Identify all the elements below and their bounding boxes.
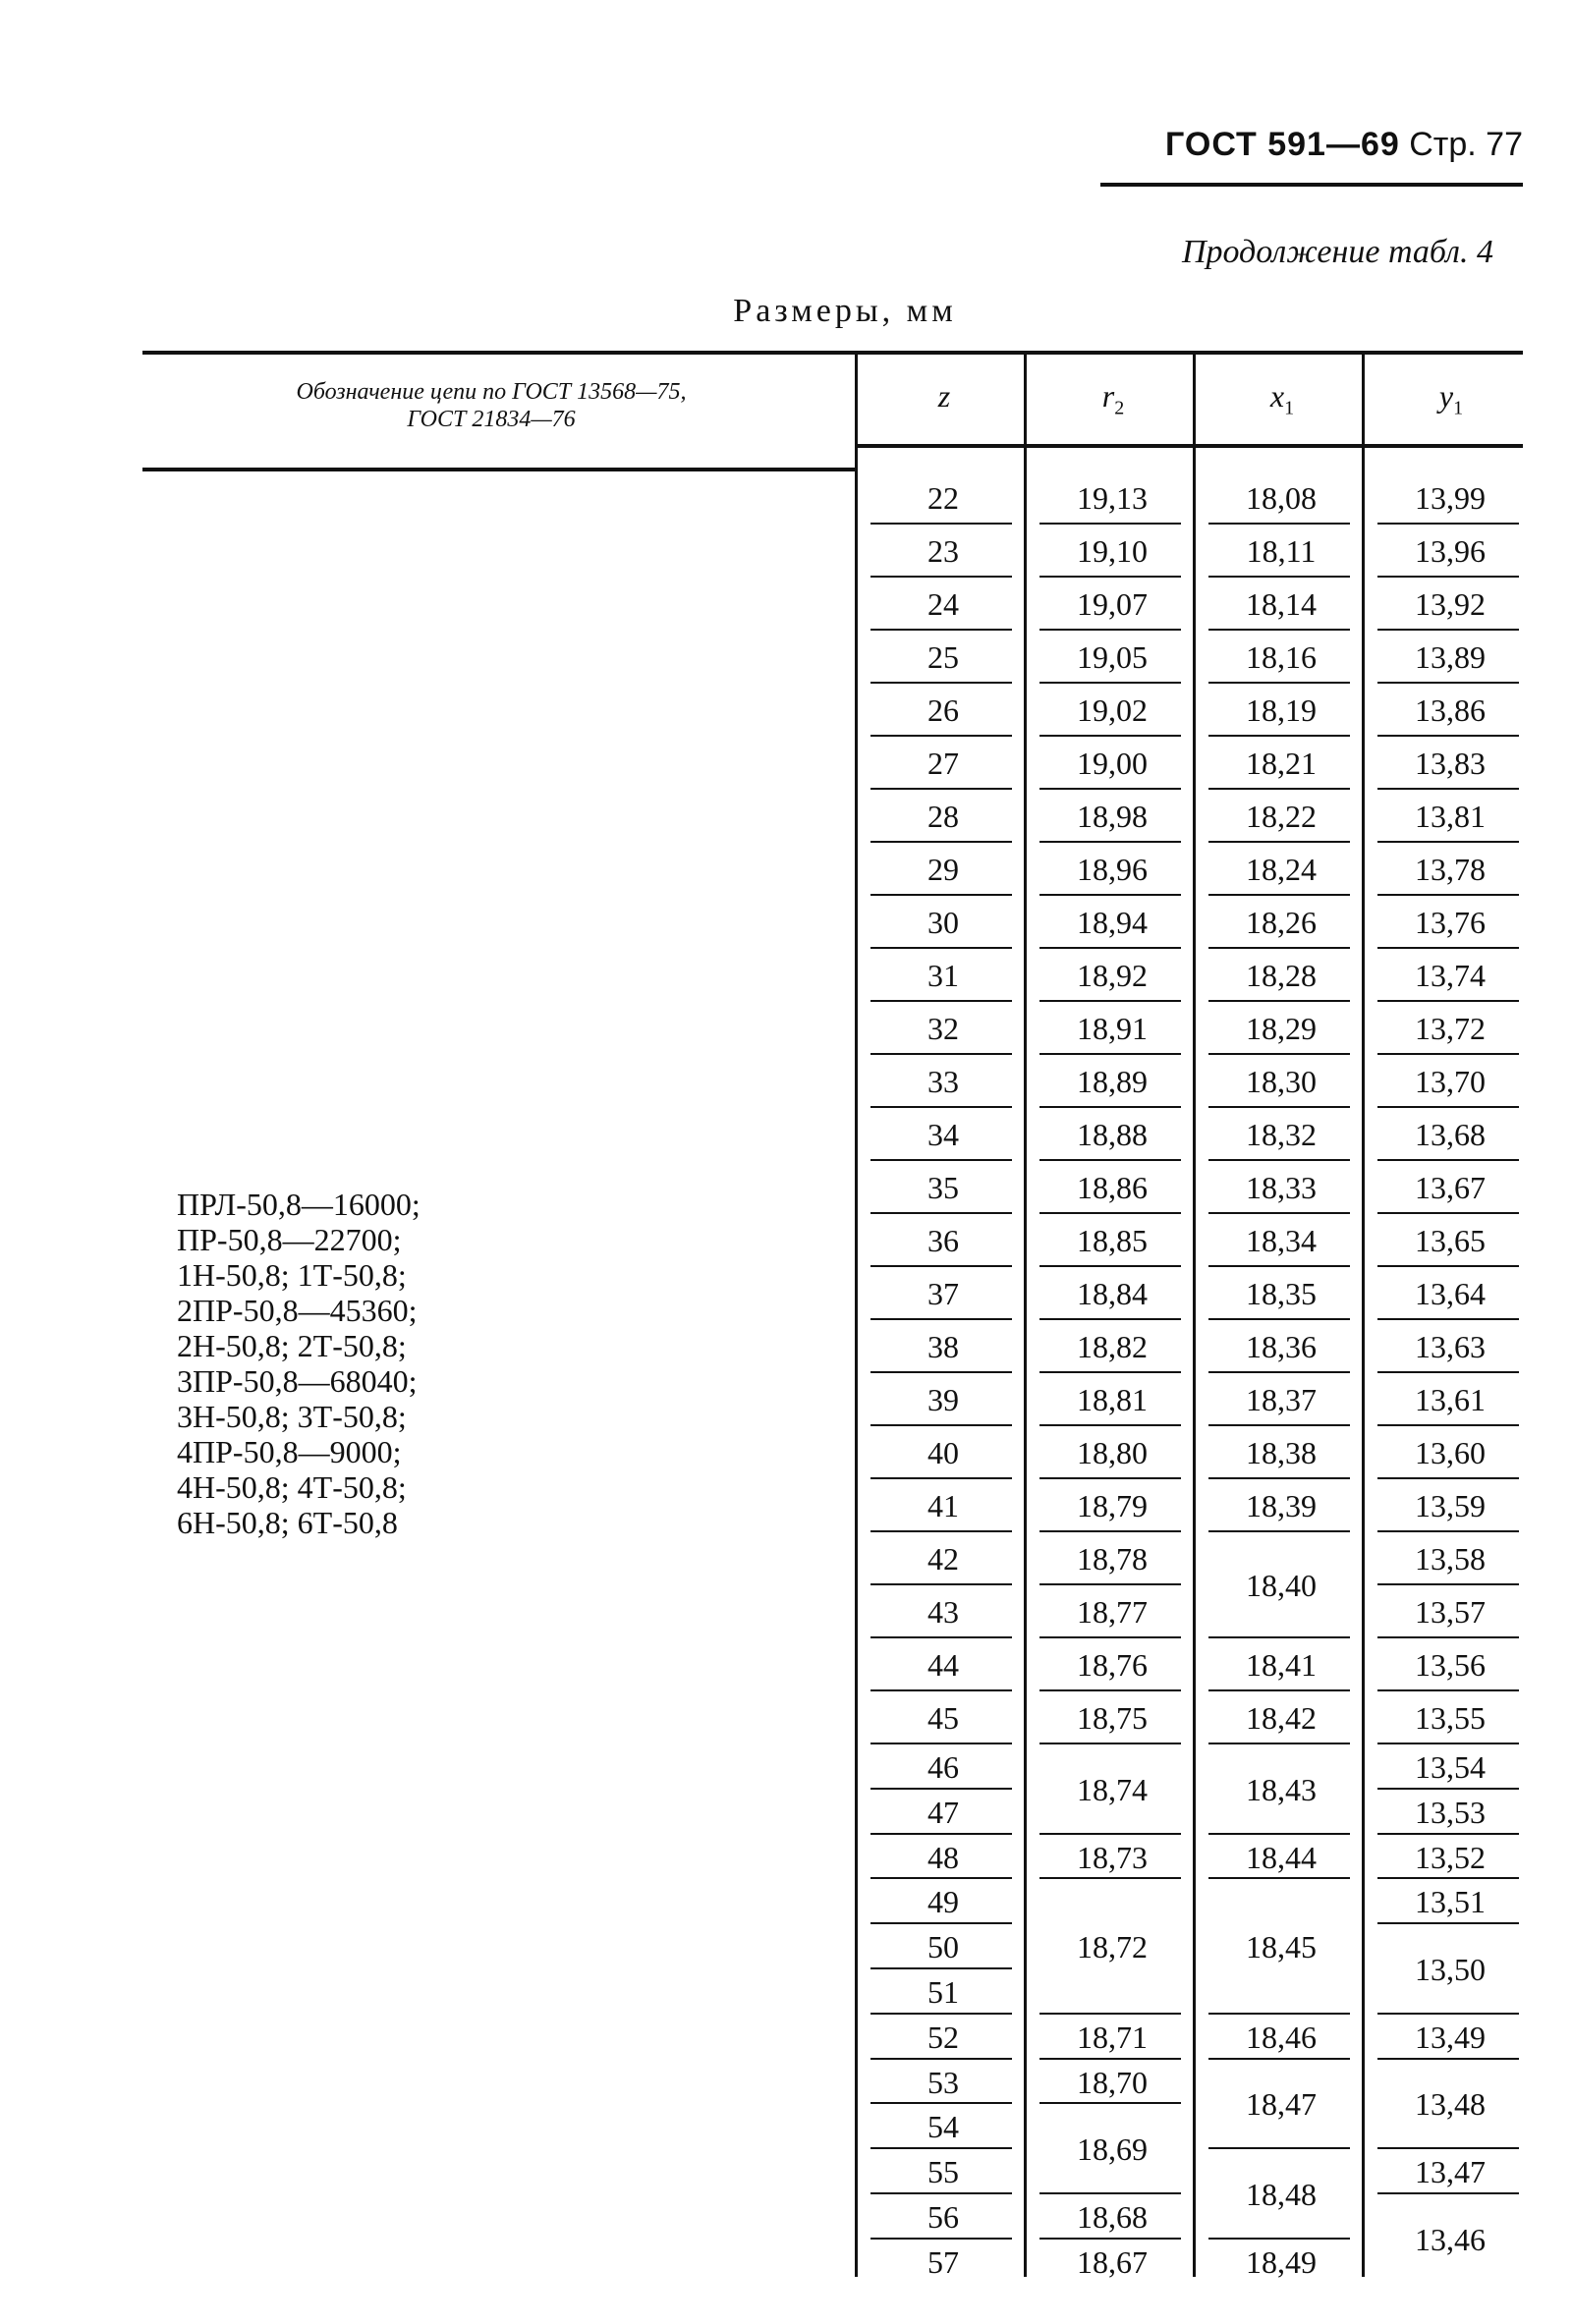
cell-x1: 18,30 — [1246, 1064, 1317, 1099]
column-header-z: z — [937, 378, 951, 414]
cell-x1: 18,44 — [1246, 1839, 1317, 1875]
row-divider — [1377, 1424, 1519, 1426]
row-divider — [1208, 1877, 1350, 1879]
row-divider — [1208, 2147, 1350, 2149]
cell-x1: 18,29 — [1246, 1011, 1317, 1046]
page-number: Стр. 77 — [1409, 126, 1523, 163]
row-divider — [870, 735, 1012, 737]
cell-r2: 19,05 — [1077, 639, 1148, 675]
cell-y1: 13,53 — [1415, 1794, 1486, 1830]
row-divider — [870, 1265, 1012, 1267]
column-divider — [855, 351, 858, 2277]
row-divider — [870, 947, 1012, 949]
row-divider — [1039, 2058, 1181, 2060]
cell-r2: 18,67 — [1077, 2243, 1148, 2280]
designation-line: 4Н-50,8; 4Т-50,8; — [177, 1469, 407, 1505]
row-divider — [870, 576, 1012, 578]
cell-r2: 19,07 — [1077, 586, 1148, 622]
row-divider — [1377, 1477, 1519, 1479]
cell-z: 33 — [927, 1064, 959, 1099]
row-divider — [1039, 1583, 1181, 1585]
row-divider — [1377, 682, 1519, 684]
row-divider — [1208, 1689, 1350, 1691]
row-divider — [1039, 1477, 1181, 1479]
row-divider — [1039, 1424, 1181, 1426]
cell-r2: 18,91 — [1077, 1011, 1148, 1046]
cell-z: 45 — [927, 1700, 959, 1736]
cell-z: 22 — [927, 480, 959, 516]
table-continuation-label: Продолжение табл. 4 — [1181, 234, 1493, 270]
row-divider — [870, 1967, 1012, 1969]
row-divider — [1039, 1318, 1181, 1320]
cell-z: 49 — [927, 1884, 959, 1920]
row-divider — [1208, 2238, 1350, 2240]
cell-r2: 18,73 — [1077, 1839, 1148, 1875]
row-divider — [1208, 947, 1350, 949]
row-divider — [1039, 788, 1181, 790]
cell-x1: 18,49 — [1246, 2243, 1317, 2280]
cell-z: 41 — [927, 1488, 959, 1523]
row-divider — [1208, 1371, 1350, 1373]
row-divider — [1208, 523, 1350, 525]
cell-z: 46 — [927, 1748, 959, 1785]
cell-y1: 13,81 — [1415, 799, 1486, 834]
cell-x1: 18,36 — [1246, 1329, 1317, 1364]
cell-x1: 18,41 — [1246, 1647, 1317, 1683]
cell-r2: 18,71 — [1077, 2019, 1148, 2055]
row-divider — [1039, 682, 1181, 684]
designation-line: 3ПР-50,8—68040; — [177, 1363, 418, 1399]
cell-z: 28 — [927, 799, 959, 834]
cell-r2: 18,76 — [1077, 1647, 1148, 1683]
row-divider — [1208, 682, 1350, 684]
row-divider — [1039, 1636, 1181, 1638]
row-divider — [1208, 1318, 1350, 1320]
cell-r2: 18,74 — [1077, 1771, 1148, 1807]
row-divider — [870, 1371, 1012, 1373]
row-divider — [1377, 2147, 1519, 2149]
row-divider — [870, 1636, 1012, 1638]
cell-r2: 19,00 — [1077, 746, 1148, 781]
row-divider — [1039, 947, 1181, 949]
cell-x1: 18,39 — [1246, 1488, 1317, 1523]
standard-number: ГОСТ 591—69 — [1165, 126, 1400, 163]
cell-r2: 18,69 — [1077, 2131, 1148, 2168]
cell-r2: 18,70 — [1077, 2064, 1148, 2100]
row-divider — [1039, 1743, 1181, 1744]
row-divider — [1377, 1159, 1519, 1161]
row-divider — [870, 894, 1012, 896]
cell-z: 43 — [927, 1594, 959, 1630]
row-divider — [1208, 1106, 1350, 1108]
column-header-y1: $y_1$ — [1438, 378, 1464, 419]
chain-designations — [177, 1187, 688, 1540]
cell-y1: 13,78 — [1415, 852, 1486, 887]
cell-r2: 18,75 — [1077, 1700, 1148, 1736]
cell-y1: 13,89 — [1415, 639, 1486, 675]
cell-y1: 13,83 — [1415, 746, 1486, 781]
cell-z: 32 — [927, 1011, 959, 1046]
cell-y1: 13,92 — [1415, 586, 1486, 622]
row-divider — [1377, 1833, 1519, 1835]
row-divider — [870, 841, 1012, 843]
row-divider — [1208, 1212, 1350, 1214]
row-divider — [870, 1159, 1012, 1161]
row-divider — [1377, 1265, 1519, 1267]
row-divider — [1039, 2013, 1181, 2015]
row-divider — [1039, 2192, 1181, 2194]
row-divider — [1377, 1318, 1519, 1320]
cell-r2: 18,86 — [1077, 1170, 1148, 1205]
header-rule — [1100, 183, 1523, 187]
row-divider — [1039, 1212, 1181, 1214]
row-divider — [870, 1788, 1012, 1790]
row-divider — [870, 1318, 1012, 1320]
row-divider — [870, 2192, 1012, 2194]
cell-x1: 18,37 — [1246, 1382, 1317, 1417]
cell-z: 30 — [927, 905, 959, 940]
cell-x1: 18,43 — [1246, 1771, 1317, 1807]
cell-y1: 13,72 — [1415, 1011, 1486, 1046]
cell-x1: 18,38 — [1246, 1435, 1317, 1470]
cell-z: 31 — [927, 958, 959, 993]
cell-z: 35 — [927, 1170, 959, 1205]
cell-z: 52 — [927, 2019, 959, 2055]
cell-r2: 18,80 — [1077, 1435, 1148, 1470]
row-divider — [870, 629, 1012, 631]
row-divider — [1208, 894, 1350, 896]
cell-r2: 18,82 — [1077, 1329, 1148, 1364]
cell-y1: 13,65 — [1415, 1223, 1486, 1258]
cell-r2: 19,13 — [1077, 480, 1148, 516]
row-divider — [1208, 1530, 1350, 1532]
row-divider — [1039, 576, 1181, 578]
row-divider — [1377, 1000, 1519, 1002]
row-divider — [1208, 1424, 1350, 1426]
column-header-designation-line2: ГОСТ 21834—76 — [407, 407, 576, 432]
row-divider — [1208, 841, 1350, 843]
cell-r2: 19,10 — [1077, 533, 1148, 569]
cell-r2: 18,72 — [1077, 1929, 1148, 1965]
cell-z: 23 — [927, 533, 959, 569]
cell-y1: 13,64 — [1415, 1276, 1486, 1311]
cell-r2: 18,94 — [1077, 905, 1148, 940]
cell-x1: 18,11 — [1246, 533, 1317, 569]
row-divider — [1208, 735, 1350, 737]
row-divider — [1039, 1053, 1181, 1055]
cell-y1: 13,55 — [1415, 1700, 1486, 1736]
cell-z: 39 — [927, 1382, 959, 1417]
row-divider — [1039, 1371, 1181, 1373]
cell-y1: 13,86 — [1415, 692, 1486, 728]
row-divider — [870, 1530, 1012, 1532]
row-divider — [1208, 1477, 1350, 1479]
row-divider — [1377, 894, 1519, 896]
column-header-r2: $r_2$ — [1101, 378, 1125, 419]
cell-y1: 13,70 — [1415, 1064, 1486, 1099]
row-divider — [1039, 894, 1181, 896]
row-divider — [1377, 1922, 1519, 1924]
row-divider — [1208, 2058, 1350, 2060]
column-header-designation-line1: Обозначение цепи по ГОСТ 13568—75, — [296, 379, 687, 405]
row-divider — [1039, 523, 1181, 525]
cell-y1: 13,74 — [1415, 958, 1486, 993]
cell-x1: 18,19 — [1246, 692, 1317, 728]
row-divider — [1377, 1053, 1519, 1055]
row-divider — [1377, 1106, 1519, 1108]
row-divider — [870, 1922, 1012, 1924]
row-divider — [870, 1689, 1012, 1691]
row-divider — [1377, 523, 1519, 525]
designation-line: 3Н-50,8; 3Т-50,8; — [177, 1399, 407, 1434]
cell-x1: 18,22 — [1246, 799, 1317, 834]
row-divider — [870, 523, 1012, 525]
cell-x1: 18,24 — [1246, 852, 1317, 887]
designation-line: 6Н-50,8; 6Т-50,8 — [177, 1505, 398, 1540]
row-divider — [1039, 629, 1181, 631]
cell-z: 38 — [927, 1329, 959, 1364]
row-divider — [870, 2102, 1012, 2104]
cell-x1: 18,45 — [1246, 1929, 1317, 1965]
cell-z: 57 — [927, 2243, 959, 2280]
cell-z: 24 — [927, 586, 959, 622]
row-divider — [1208, 1000, 1350, 1002]
cell-y1: 13,51 — [1415, 1884, 1486, 1920]
cell-r2: 18,84 — [1077, 1276, 1148, 1311]
row-divider — [1039, 1877, 1181, 1879]
row-divider — [1377, 841, 1519, 843]
row-divider — [870, 1106, 1012, 1108]
row-divider — [1208, 1833, 1350, 1835]
cell-z: 48 — [927, 1839, 959, 1875]
row-divider — [1208, 1159, 1350, 1161]
row-divider — [1377, 1371, 1519, 1373]
body-top-rule — [142, 468, 855, 471]
designation-line: 2ПР-50,8—45360; — [177, 1293, 418, 1328]
row-divider — [1377, 735, 1519, 737]
cell-r2: 18,79 — [1077, 1488, 1148, 1523]
cell-r2: 19,02 — [1077, 692, 1148, 728]
designation-line: 4ПР-50,8—9000; — [177, 1434, 402, 1469]
cell-x1: 18,21 — [1246, 746, 1317, 781]
header-bottom-rule — [855, 444, 1523, 448]
page-header — [1100, 126, 1523, 189]
cell-y1: 13,96 — [1415, 533, 1486, 569]
row-divider — [1208, 1053, 1350, 1055]
row-divider — [1377, 947, 1519, 949]
row-divider — [1377, 1689, 1519, 1691]
cell-y1: 13,68 — [1415, 1117, 1486, 1152]
cell-y1: 13,63 — [1415, 1329, 1486, 1364]
cell-y1: 13,49 — [1415, 2019, 1486, 2055]
row-divider — [1208, 2013, 1350, 2015]
cell-x1: 18,48 — [1246, 2177, 1317, 2212]
cell-z: 34 — [927, 1117, 959, 1152]
row-divider — [1208, 629, 1350, 631]
cell-y1: 13,99 — [1415, 480, 1486, 516]
row-divider — [870, 2238, 1012, 2240]
row-divider — [870, 2058, 1012, 2060]
row-divider — [870, 1877, 1012, 1879]
cell-y1: 13,47 — [1415, 2154, 1486, 2190]
cell-r2: 18,68 — [1077, 2198, 1148, 2235]
cell-r2: 18,85 — [1077, 1223, 1148, 1258]
cell-y1: 13,56 — [1415, 1647, 1486, 1683]
cell-y1: 13,59 — [1415, 1488, 1486, 1523]
column-header-x1: $x_1$ — [1269, 378, 1295, 419]
row-divider — [1377, 629, 1519, 631]
row-divider — [1039, 1000, 1181, 1002]
cell-x1: 18,08 — [1246, 480, 1317, 516]
cell-x1: 18,46 — [1246, 2019, 1317, 2055]
row-divider — [1377, 576, 1519, 578]
cell-x1: 18,35 — [1246, 1276, 1317, 1311]
cell-y1: 13,60 — [1415, 1435, 1486, 1470]
cell-z: 42 — [927, 1541, 959, 1577]
cell-r2: 18,78 — [1077, 1541, 1148, 1577]
designation-line: ПР-50,8—22700; — [177, 1222, 402, 1257]
row-divider — [870, 1053, 1012, 1055]
cell-z: 55 — [927, 2154, 959, 2190]
cell-r2: 18,96 — [1077, 852, 1148, 887]
cell-z: 44 — [927, 1647, 959, 1683]
cell-z: 37 — [927, 1276, 959, 1311]
cell-z: 36 — [927, 1223, 959, 1258]
cell-y1: 13,67 — [1415, 1170, 1486, 1205]
row-divider — [1377, 2013, 1519, 2015]
row-divider — [1208, 576, 1350, 578]
row-divider — [1039, 2102, 1181, 2104]
dimensions-label: Размеры, мм — [733, 293, 957, 329]
cell-z: 27 — [927, 746, 959, 781]
cell-x1: 18,34 — [1246, 1223, 1317, 1258]
row-divider — [1377, 2192, 1519, 2194]
cell-x1: 18,28 — [1246, 958, 1317, 993]
cell-x1: 18,33 — [1246, 1170, 1317, 1205]
cell-y1: 13,46 — [1415, 2221, 1486, 2257]
row-divider — [870, 2147, 1012, 2149]
row-divider — [870, 1477, 1012, 1479]
row-divider — [1039, 2238, 1181, 2240]
row-divider — [1377, 2058, 1519, 2060]
cell-r2: 18,89 — [1077, 1064, 1148, 1099]
row-divider — [1039, 1689, 1181, 1691]
designation-line: ПРЛ-50,8—16000; — [177, 1187, 421, 1222]
cell-z: 54 — [927, 2109, 959, 2145]
row-divider — [1039, 841, 1181, 843]
cell-z: 29 — [927, 852, 959, 887]
cell-x1: 18,47 — [1246, 2086, 1317, 2123]
cell-r2: 18,92 — [1077, 958, 1148, 993]
cell-r2: 18,88 — [1077, 1117, 1148, 1152]
row-divider — [1377, 788, 1519, 790]
cell-y1: 13,52 — [1415, 1839, 1486, 1875]
designation-line: 2Н-50,8; 2Т-50,8; — [177, 1328, 407, 1363]
row-divider — [1377, 1530, 1519, 1532]
cell-x1: 18,14 — [1246, 586, 1317, 622]
row-divider — [1208, 1265, 1350, 1267]
column-header-designation — [147, 378, 835, 433]
cell-y1: 13,57 — [1415, 1594, 1486, 1630]
cell-y1: 13,76 — [1415, 905, 1486, 940]
cell-z: 25 — [927, 639, 959, 675]
cell-y1: 13,61 — [1415, 1382, 1486, 1417]
cell-y1: 13,58 — [1415, 1541, 1486, 1577]
table-top-rule — [142, 351, 1523, 355]
cell-y1: 13,48 — [1415, 2086, 1486, 2123]
row-divider — [1377, 1788, 1519, 1790]
row-divider — [870, 1833, 1012, 1835]
cell-r2: 18,81 — [1077, 1382, 1148, 1417]
cell-z: 50 — [927, 1929, 959, 1965]
cell-x1: 18,16 — [1246, 639, 1317, 675]
cell-z: 56 — [927, 2198, 959, 2235]
row-divider — [870, 1000, 1012, 1002]
row-divider — [1039, 735, 1181, 737]
row-divider — [870, 682, 1012, 684]
cell-z: 51 — [927, 1973, 959, 2010]
cell-x1: 18,32 — [1246, 1117, 1317, 1152]
row-divider — [1377, 1583, 1519, 1585]
row-divider — [870, 1743, 1012, 1744]
row-divider — [870, 1424, 1012, 1426]
row-divider — [1039, 1159, 1181, 1161]
row-divider — [1377, 1877, 1519, 1879]
row-divider — [870, 788, 1012, 790]
row-divider — [1039, 1106, 1181, 1108]
cell-x1: 18,26 — [1246, 905, 1317, 940]
cell-y1: 13,54 — [1415, 1748, 1486, 1785]
row-divider — [1377, 1212, 1519, 1214]
cell-x1: 18,42 — [1246, 1700, 1317, 1736]
row-divider — [1208, 1743, 1350, 1744]
row-divider — [1039, 1265, 1181, 1267]
cell-z: 53 — [927, 2064, 959, 2100]
cell-z: 26 — [927, 692, 959, 728]
cell-r2: 18,98 — [1077, 799, 1148, 834]
cell-z: 40 — [927, 1435, 959, 1470]
row-divider — [870, 1212, 1012, 1214]
row-divider — [870, 2013, 1012, 2015]
cell-y1: 13,50 — [1415, 1952, 1486, 1987]
cell-r2: 18,77 — [1077, 1594, 1148, 1630]
row-divider — [1377, 1743, 1519, 1744]
row-divider — [1039, 1530, 1181, 1532]
row-divider — [870, 1583, 1012, 1585]
row-divider — [1377, 1636, 1519, 1638]
row-divider — [1208, 1636, 1350, 1638]
cell-x1: 18,40 — [1246, 1568, 1317, 1603]
cell-z: 47 — [927, 1794, 959, 1830]
row-divider — [1208, 788, 1350, 790]
row-divider — [1039, 1833, 1181, 1835]
designation-line: 1Н-50,8; 1Т-50,8; — [177, 1257, 407, 1293]
